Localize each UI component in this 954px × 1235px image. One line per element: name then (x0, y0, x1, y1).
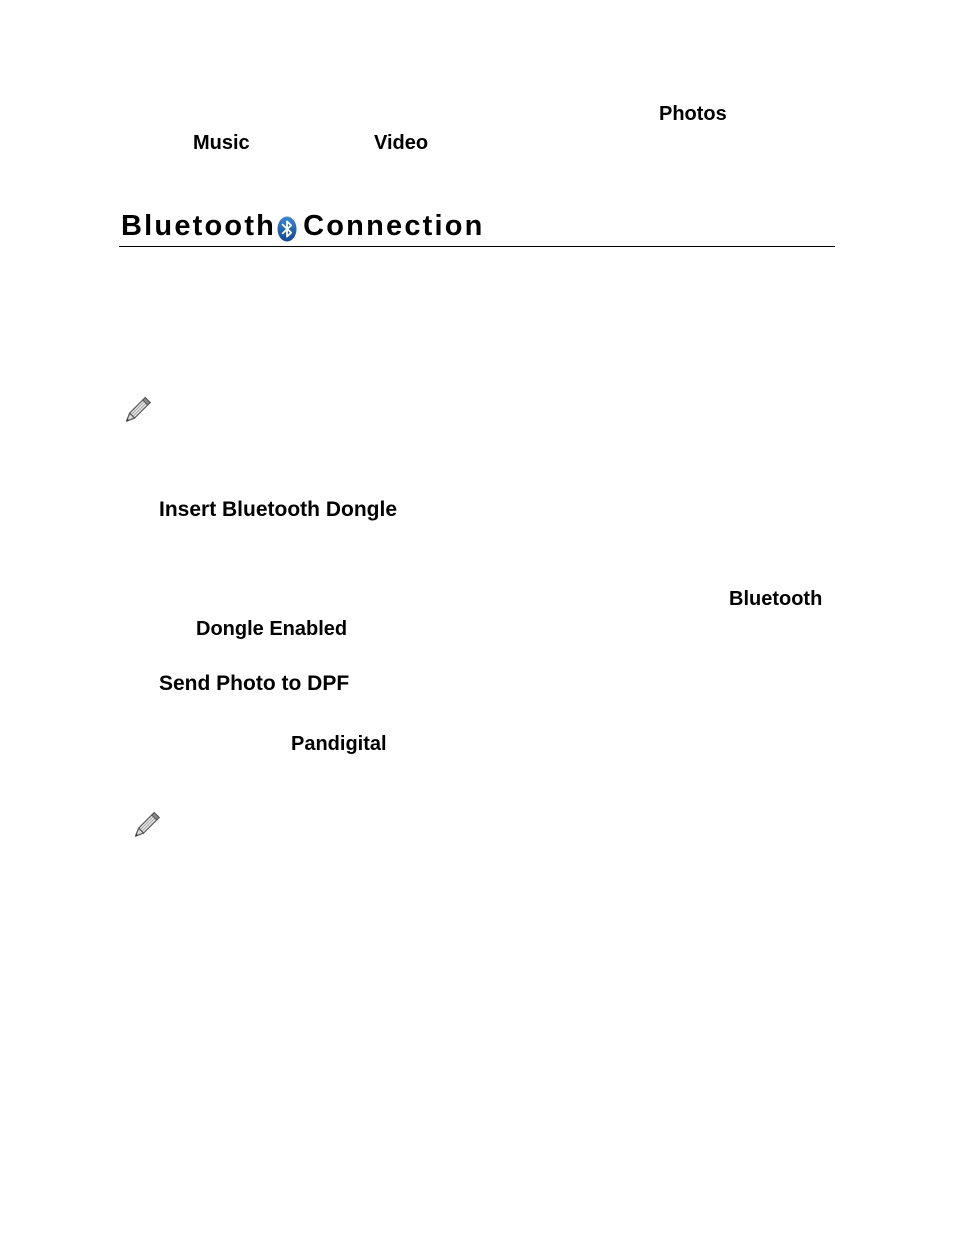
pencil-note-icon (129, 809, 161, 843)
dongle-status-term-line2: Dongle Enabled (196, 618, 348, 640)
section-title-part2: Connection (303, 210, 485, 242)
bluetooth-logo-icon (277, 213, 297, 239)
device-name-term: Pandigital (291, 733, 387, 755)
term-photos: Photos (659, 103, 727, 125)
term-music: Music (193, 132, 250, 154)
section-title (121, 206, 485, 246)
step-send-photo-heading: Send Photo to DPF (159, 672, 350, 695)
dongle-status-term-line1: Bluetooth (729, 588, 823, 610)
pencil-note-icon (120, 394, 152, 428)
section-title-part1: Bluetooth (121, 210, 277, 242)
heading-underline (119, 246, 835, 247)
term-video: Video (374, 132, 429, 154)
step-insert-dongle-heading: Insert Bluetooth Dongle (159, 498, 397, 521)
